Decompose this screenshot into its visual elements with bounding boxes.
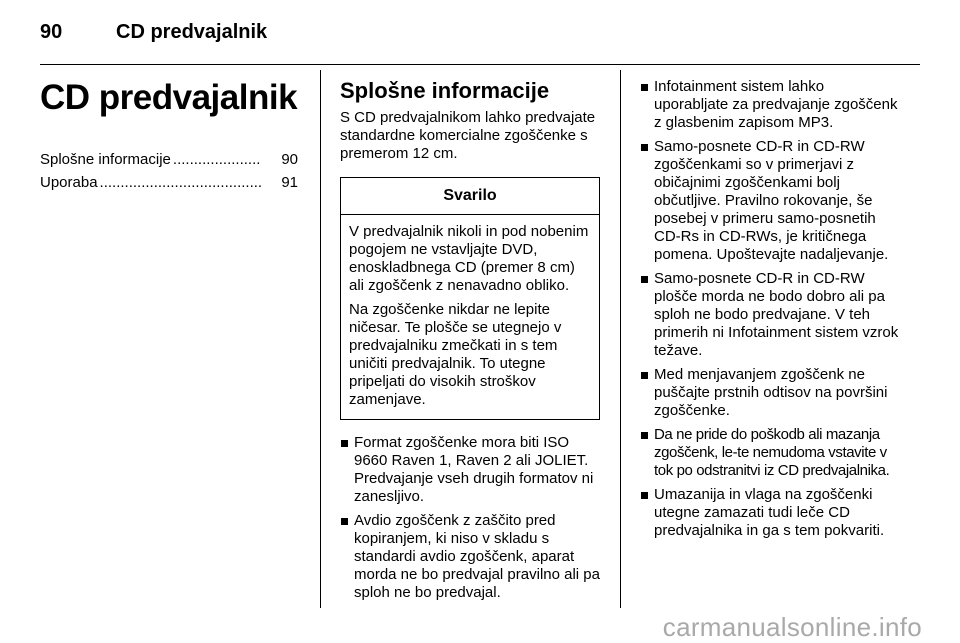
chapter-title: CD predvajalnik <box>40 78 298 117</box>
table-of-contents <box>40 148 298 194</box>
bullet-item: Umazanija in vlaga na zgoščenki utegne zamazati tudi leče CD predvajalnika in ga s tem pokvariti. <box>640 486 902 540</box>
section-title: Splošne informacije <box>340 78 550 103</box>
toc-entry[interactable] <box>40 171 298 194</box>
middle-column <box>340 70 602 608</box>
column-divider <box>620 70 621 608</box>
watermark: carmanualsonline.info <box>662 612 922 642</box>
bullet-item: Samo-posnete CD-R in CD-RW plošče morda ne bodo dobro ali pa sploh ne bodo predvajane. V teh primerih ni Infotainment sistem vzrok težave. <box>640 270 902 360</box>
running-title: CD predvajalnik <box>116 21 268 43</box>
warning-paragraph: Na zgoščenke nikdar ne lepite ničesar. Te plošče se utegnejo v predvajalniku zmečkati in s tem uničiti predvajalnik. To utegne pripeljati do visokih stroškov zamenjave. <box>349 301 562 408</box>
bullet-item: Med menjavanjem zgoščenk ne puščajte prstnih odtisov na površini zgoščenke. <box>640 366 902 420</box>
bullet-item: Avdio zgoščenk z zaščito pred kopiranjem, ki niso v skladu s standardi avdio zgoščenk, aparat morda ne bo predvajal pravilno ali pa sploh ne bo predvajal. <box>340 512 602 602</box>
right-column <box>640 70 902 546</box>
toc-entry-label: Uporaba <box>40 174 98 191</box>
cd-handling-bullet-list <box>640 78 902 540</box>
format-bullet-list <box>340 434 602 602</box>
toc-entry-page: 90 <box>281 151 298 168</box>
page-header <box>40 16 920 65</box>
section-intro: S CD predvajalnikom lahko predvajate standardne komercialne zgoščenke s premerom 12 cm. <box>340 109 596 162</box>
bullet-item: Da ne pride do poškodb ali mazanja zgoščenk, le-te nemudoma vstavite v tok po odstranitvi iz CD predvajalnika. <box>640 426 902 480</box>
toc-leader-dots: ....................................... <box>99 174 263 191</box>
warning-body <box>341 215 599 419</box>
bullet-item: Infotainment sistem lahko uporabljate za predvajanje zgoščenk z glasbenim zapisom MP3. <box>640 78 902 132</box>
toc-leader-dots: ..................... <box>172 151 261 168</box>
left-column <box>40 70 298 194</box>
toc-entry-page: 91 <box>281 174 298 191</box>
toc-entry-label: Splošne informacije <box>40 151 171 168</box>
warning-title: Svarilo <box>341 178 599 215</box>
warning-paragraph: V predvajalnik nikoli in pod nobenim pogojem ne vstavljajte DVD, enoskladbnega CD (premer 8 cm) ali zgoščenk z nenavadno obliko. <box>349 223 589 294</box>
bullet-item: Format zgoščenke mora biti ISO 9660 Raven 1, Raven 2 ali JOLIET. Predvajanje vseh drugih formatov ni zanesljivo. <box>340 434 602 506</box>
bullet-item: Samo-posnete CD-R in CD-RW zgoščenkami so v primerjavi z običajnimi zgoščenkami bolj občutljive. Pravilno rokovanje, še posebej v primeru samo-posnetih CD-Rs in CD-RWs, je kritičnega pomena. Upoštevajte nadaljevanje. <box>640 138 902 264</box>
toc-entry[interactable] <box>40 148 298 171</box>
column-divider <box>320 70 321 608</box>
warning-box <box>340 177 600 420</box>
page-number: 90 <box>40 21 63 43</box>
